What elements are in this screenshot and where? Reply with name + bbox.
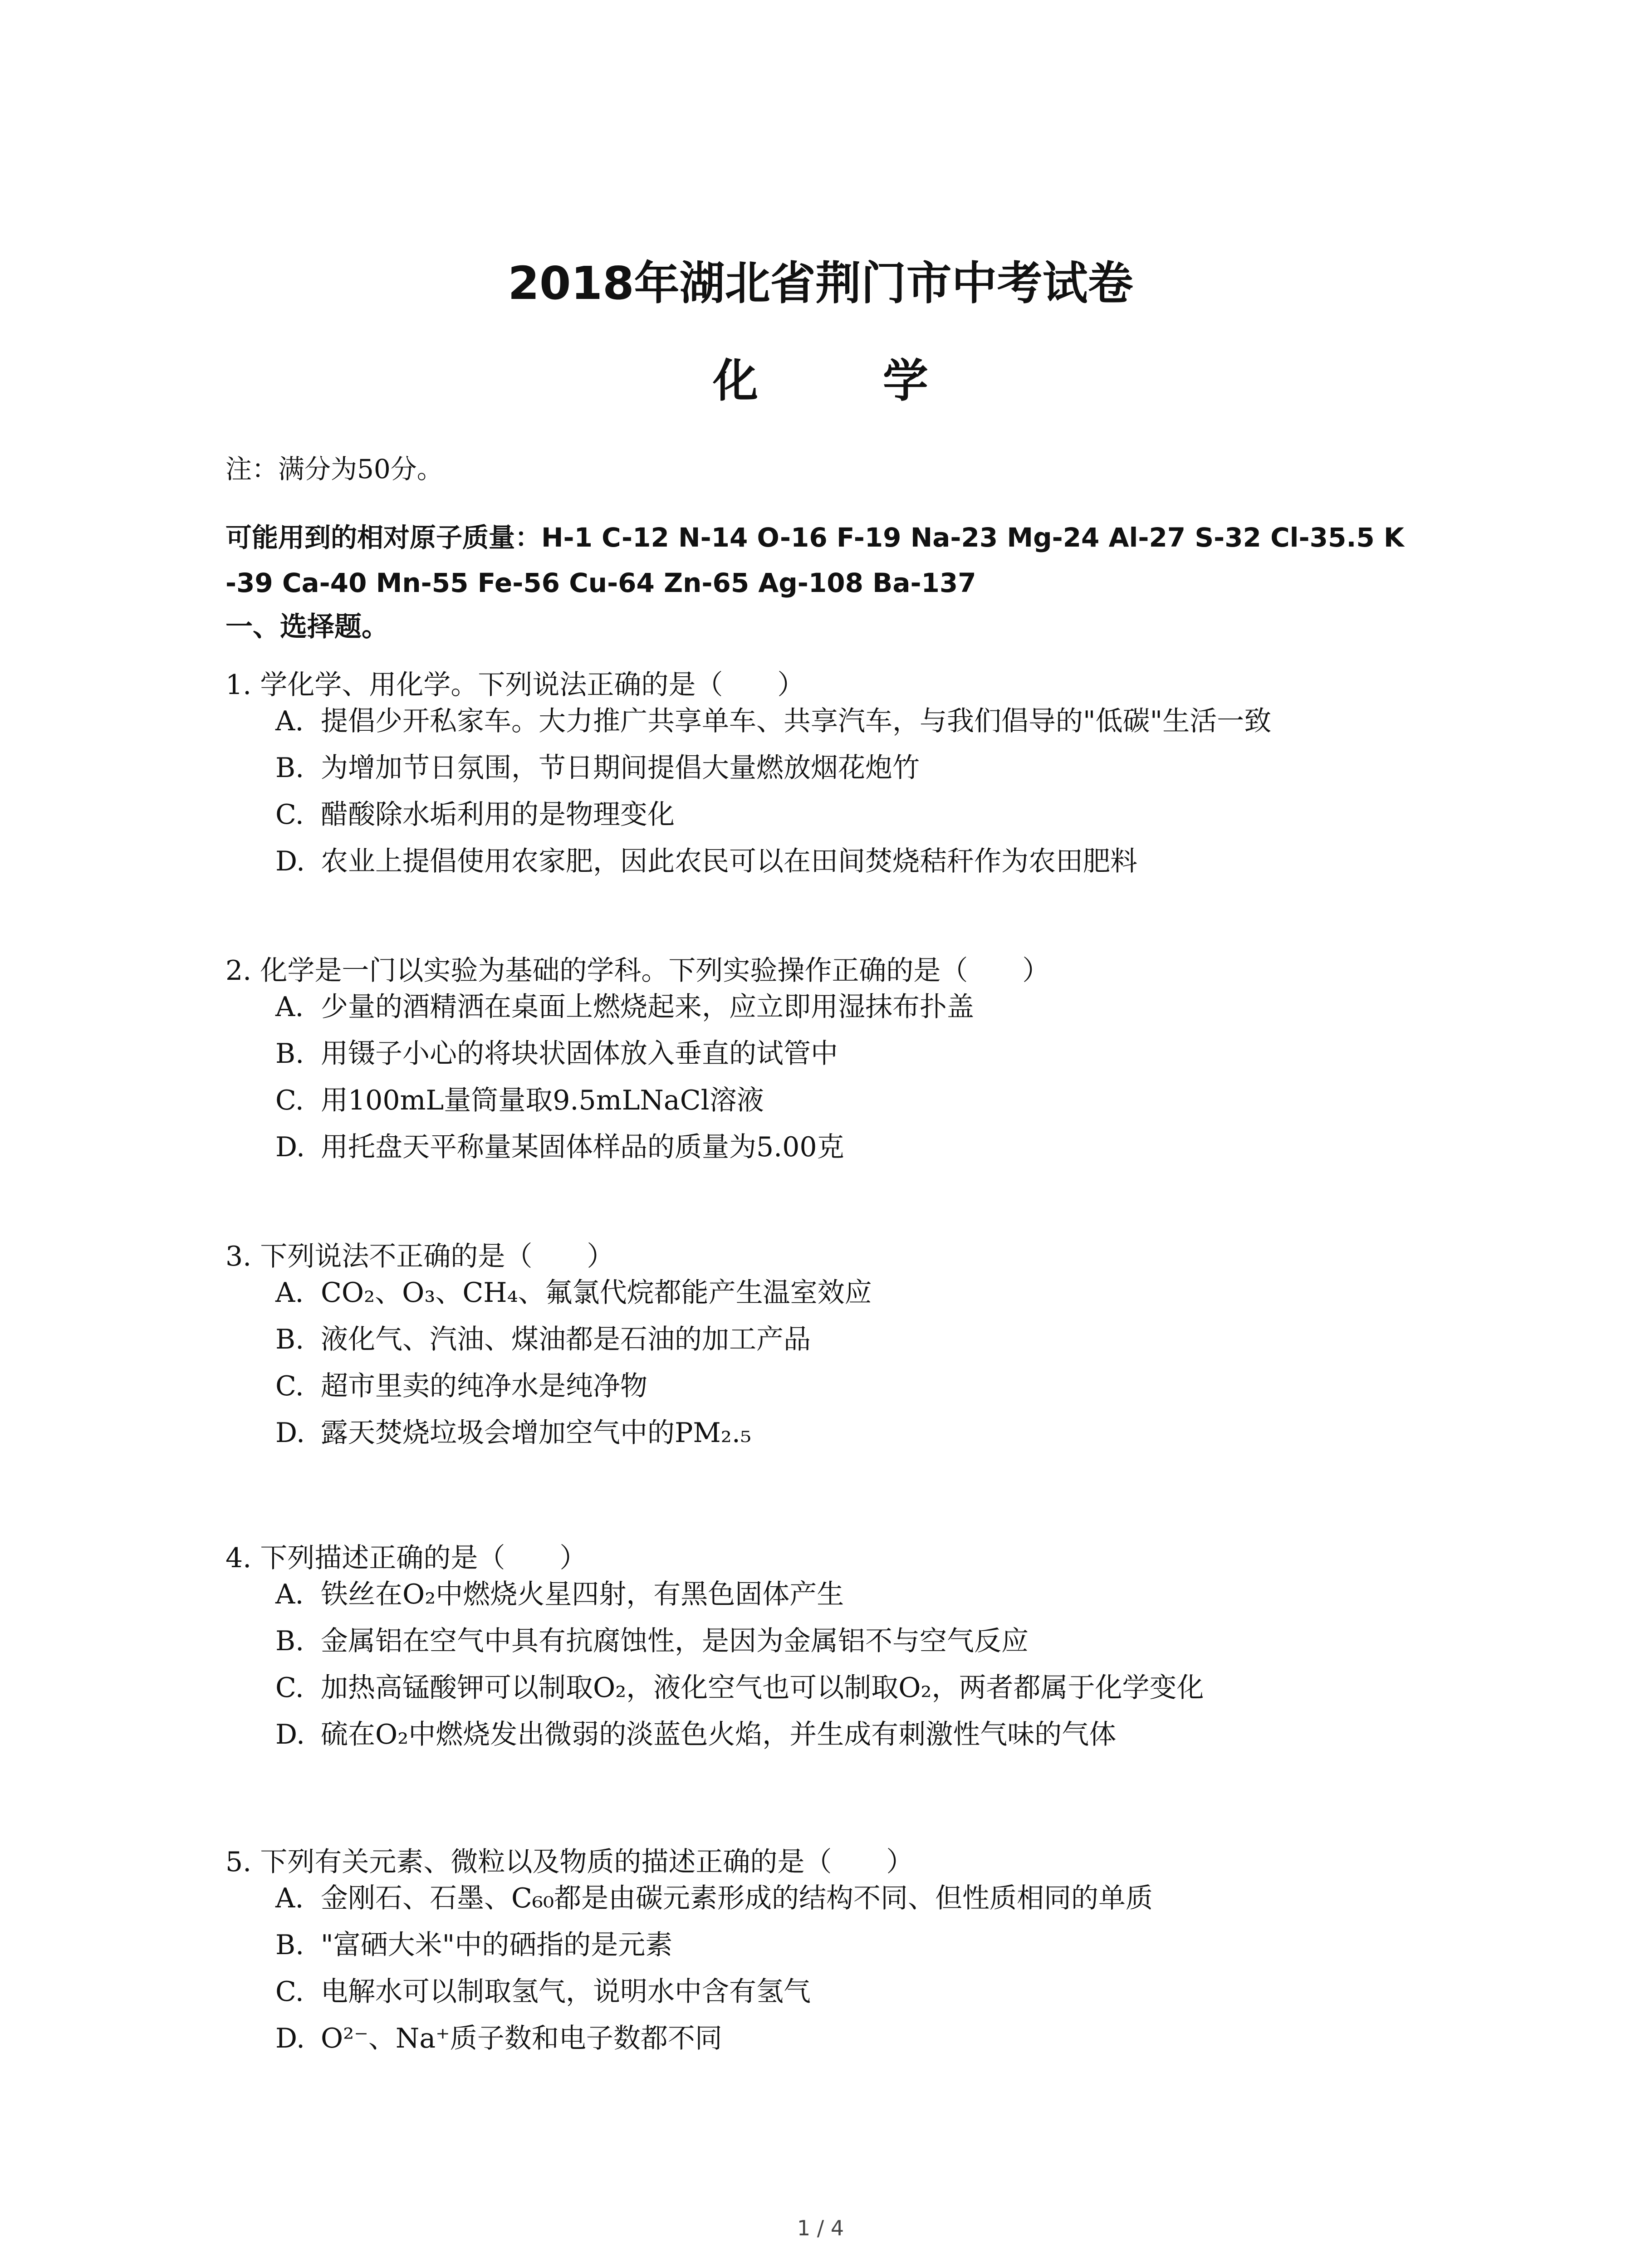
option-d <box>275 848 1450 894</box>
option-c <box>275 801 1450 848</box>
option-letter: D. <box>275 1719 305 1750</box>
question-4 <box>225 1542 1450 1768</box>
option-letter: D. <box>275 1131 305 1163</box>
option-a <box>275 1581 1450 1628</box>
option-letter: B. <box>275 1929 304 1961</box>
option-text: 露天焚烧垃圾会增加空气中的PM₂.₅ <box>321 1417 751 1449</box>
option-b <box>275 1326 1450 1373</box>
question-stem: 4. 下列描述正确的是（ ） <box>225 1542 587 1574</box>
option-c <box>275 1087 1450 1134</box>
option-letter: D. <box>275 2023 305 2054</box>
option-letter: B. <box>275 1324 304 1355</box>
option-text: 为增加节日氛围，节日期间提倡大量燃放烟花炮竹 <box>321 752 920 784</box>
option-letter: B. <box>275 752 304 784</box>
option-text: 用托盘天平称量某固体样品的质量为5.00克 <box>321 1131 844 1163</box>
option-text: 醋酸除水垢利用的是物理变化 <box>321 799 675 831</box>
option-text: 金刚石、石墨、C₆₀都是由碳元素形成的结构不同、但性质相同的单质 <box>321 1882 1153 1914</box>
option-text: 超市里卖的纯净水是纯净物 <box>321 1370 647 1402</box>
option-letter: A. <box>275 1277 304 1309</box>
option-a <box>275 1279 1450 1326</box>
option-text: CO₂、O₃、CH₄、氟氯代烷都能产生温室效应 <box>321 1277 872 1309</box>
atomic-mass-line: 可能用到的相对原子质量：H-1 C-12 N-14 O-16 F-19 Na-23 Mg-24 Al-27 S-32 Cl-35.5 K -39 Ca-40 Mn-55 Fe-56 Cu-64 Zn-65 Ag-108 Ba-137 <box>225 522 1404 598</box>
option-letter: D. <box>275 1417 305 1449</box>
option-letter: C. <box>275 1085 304 1116</box>
option-text: 硫在O₂中燃烧发出微弱的淡蓝色火焰，并生成有刺激性气味的气体 <box>321 1719 1117 1750</box>
option-letter: C. <box>275 1370 304 1402</box>
subject-title: 化 学 <box>713 354 983 407</box>
option-text: 加热高锰酸钾可以制取O₂，液化空气也可以制取O₂，两者都属于化学变化 <box>321 1672 1204 1704</box>
page-number: 1 / 4 <box>797 2216 844 2240</box>
option-text: 电解水可以制取氢气，说明水中含有氢气 <box>321 1976 811 2008</box>
option-c <box>275 1978 1450 2025</box>
option-letter: B. <box>275 1625 304 1657</box>
section-heading: 一、选择题。 <box>225 611 389 643</box>
question-stem: 2. 化学是一门以实验为基础的学科。下列实验操作正确的是（ ） <box>225 955 1050 987</box>
option-text: 用100mL量筒量取9.5mLNaCl溶液 <box>321 1085 764 1116</box>
option-letter: C. <box>275 799 304 831</box>
option-a <box>275 993 1450 1040</box>
option-b <box>275 1931 1450 1978</box>
option-letter: A. <box>275 991 304 1023</box>
question-stem: 1. 学化学、用化学。下列说法正确的是（ ） <box>225 669 805 701</box>
question-5 <box>225 1848 1450 2072</box>
option-c <box>275 1674 1450 1721</box>
option-b <box>275 1040 1450 1087</box>
exam-title: 2018年湖北省荆门市中考试卷 <box>508 257 1133 310</box>
option-text: 液化气、汽油、煤油都是石油的加工产品 <box>321 1324 811 1355</box>
option-text: 铁丝在O₂中燃烧火星四射，有黑色固体产生 <box>321 1579 844 1610</box>
option-text: 金属铝在空气中具有抗腐蚀性，是因为金属铝不与空气反应 <box>321 1625 1029 1657</box>
option-text: O²⁻、Na⁺质子数和电子数都不同 <box>321 2023 722 2054</box>
option-text: 少量的酒精洒在桌面上燃烧起来，应立即用湿抹布扑盖 <box>321 991 974 1023</box>
option-a <box>275 1882 1450 1931</box>
option-letter: C. <box>275 1672 304 1704</box>
question-2 <box>225 957 1450 1180</box>
option-letter: A. <box>275 1579 304 1610</box>
option-letter: C. <box>275 1976 304 2008</box>
score-note: 注：满分为50分。 <box>225 454 443 484</box>
option-a <box>275 705 1450 754</box>
option-text: 用镊子小心的将块状固体放入垂直的试管中 <box>321 1038 838 1070</box>
option-text: "富硒大米"中的硒指的是元素 <box>321 1929 673 1961</box>
option-c <box>275 1370 1450 1419</box>
option-d <box>275 1721 1450 1768</box>
option-letter: B. <box>275 1038 304 1070</box>
option-letter: D. <box>275 846 305 877</box>
option-letter: A. <box>275 1882 304 1914</box>
question-3 <box>225 1243 1450 1466</box>
option-d <box>275 2025 1450 2072</box>
option-text: 农业上提倡使用农家肥，因此农民可以在田间焚烧秸秆作为农田肥料 <box>321 846 1137 877</box>
question-stem: 5. 下列有关元素、微粒以及物质的描述正确的是（ ） <box>225 1846 914 1878</box>
option-text: 提倡少开私家车。大力推广共享单车、共享汽车，与我们倡导的"低碳"生活一致 <box>321 705 1272 737</box>
option-b <box>275 1625 1450 1674</box>
option-d <box>275 1131 1450 1180</box>
question-1 <box>225 671 1450 894</box>
option-letter: A. <box>275 705 304 737</box>
question-stem: 3. 下列说法不正确的是（ ） <box>225 1241 614 1272</box>
option-b <box>275 754 1450 801</box>
option-d <box>275 1419 1450 1466</box>
